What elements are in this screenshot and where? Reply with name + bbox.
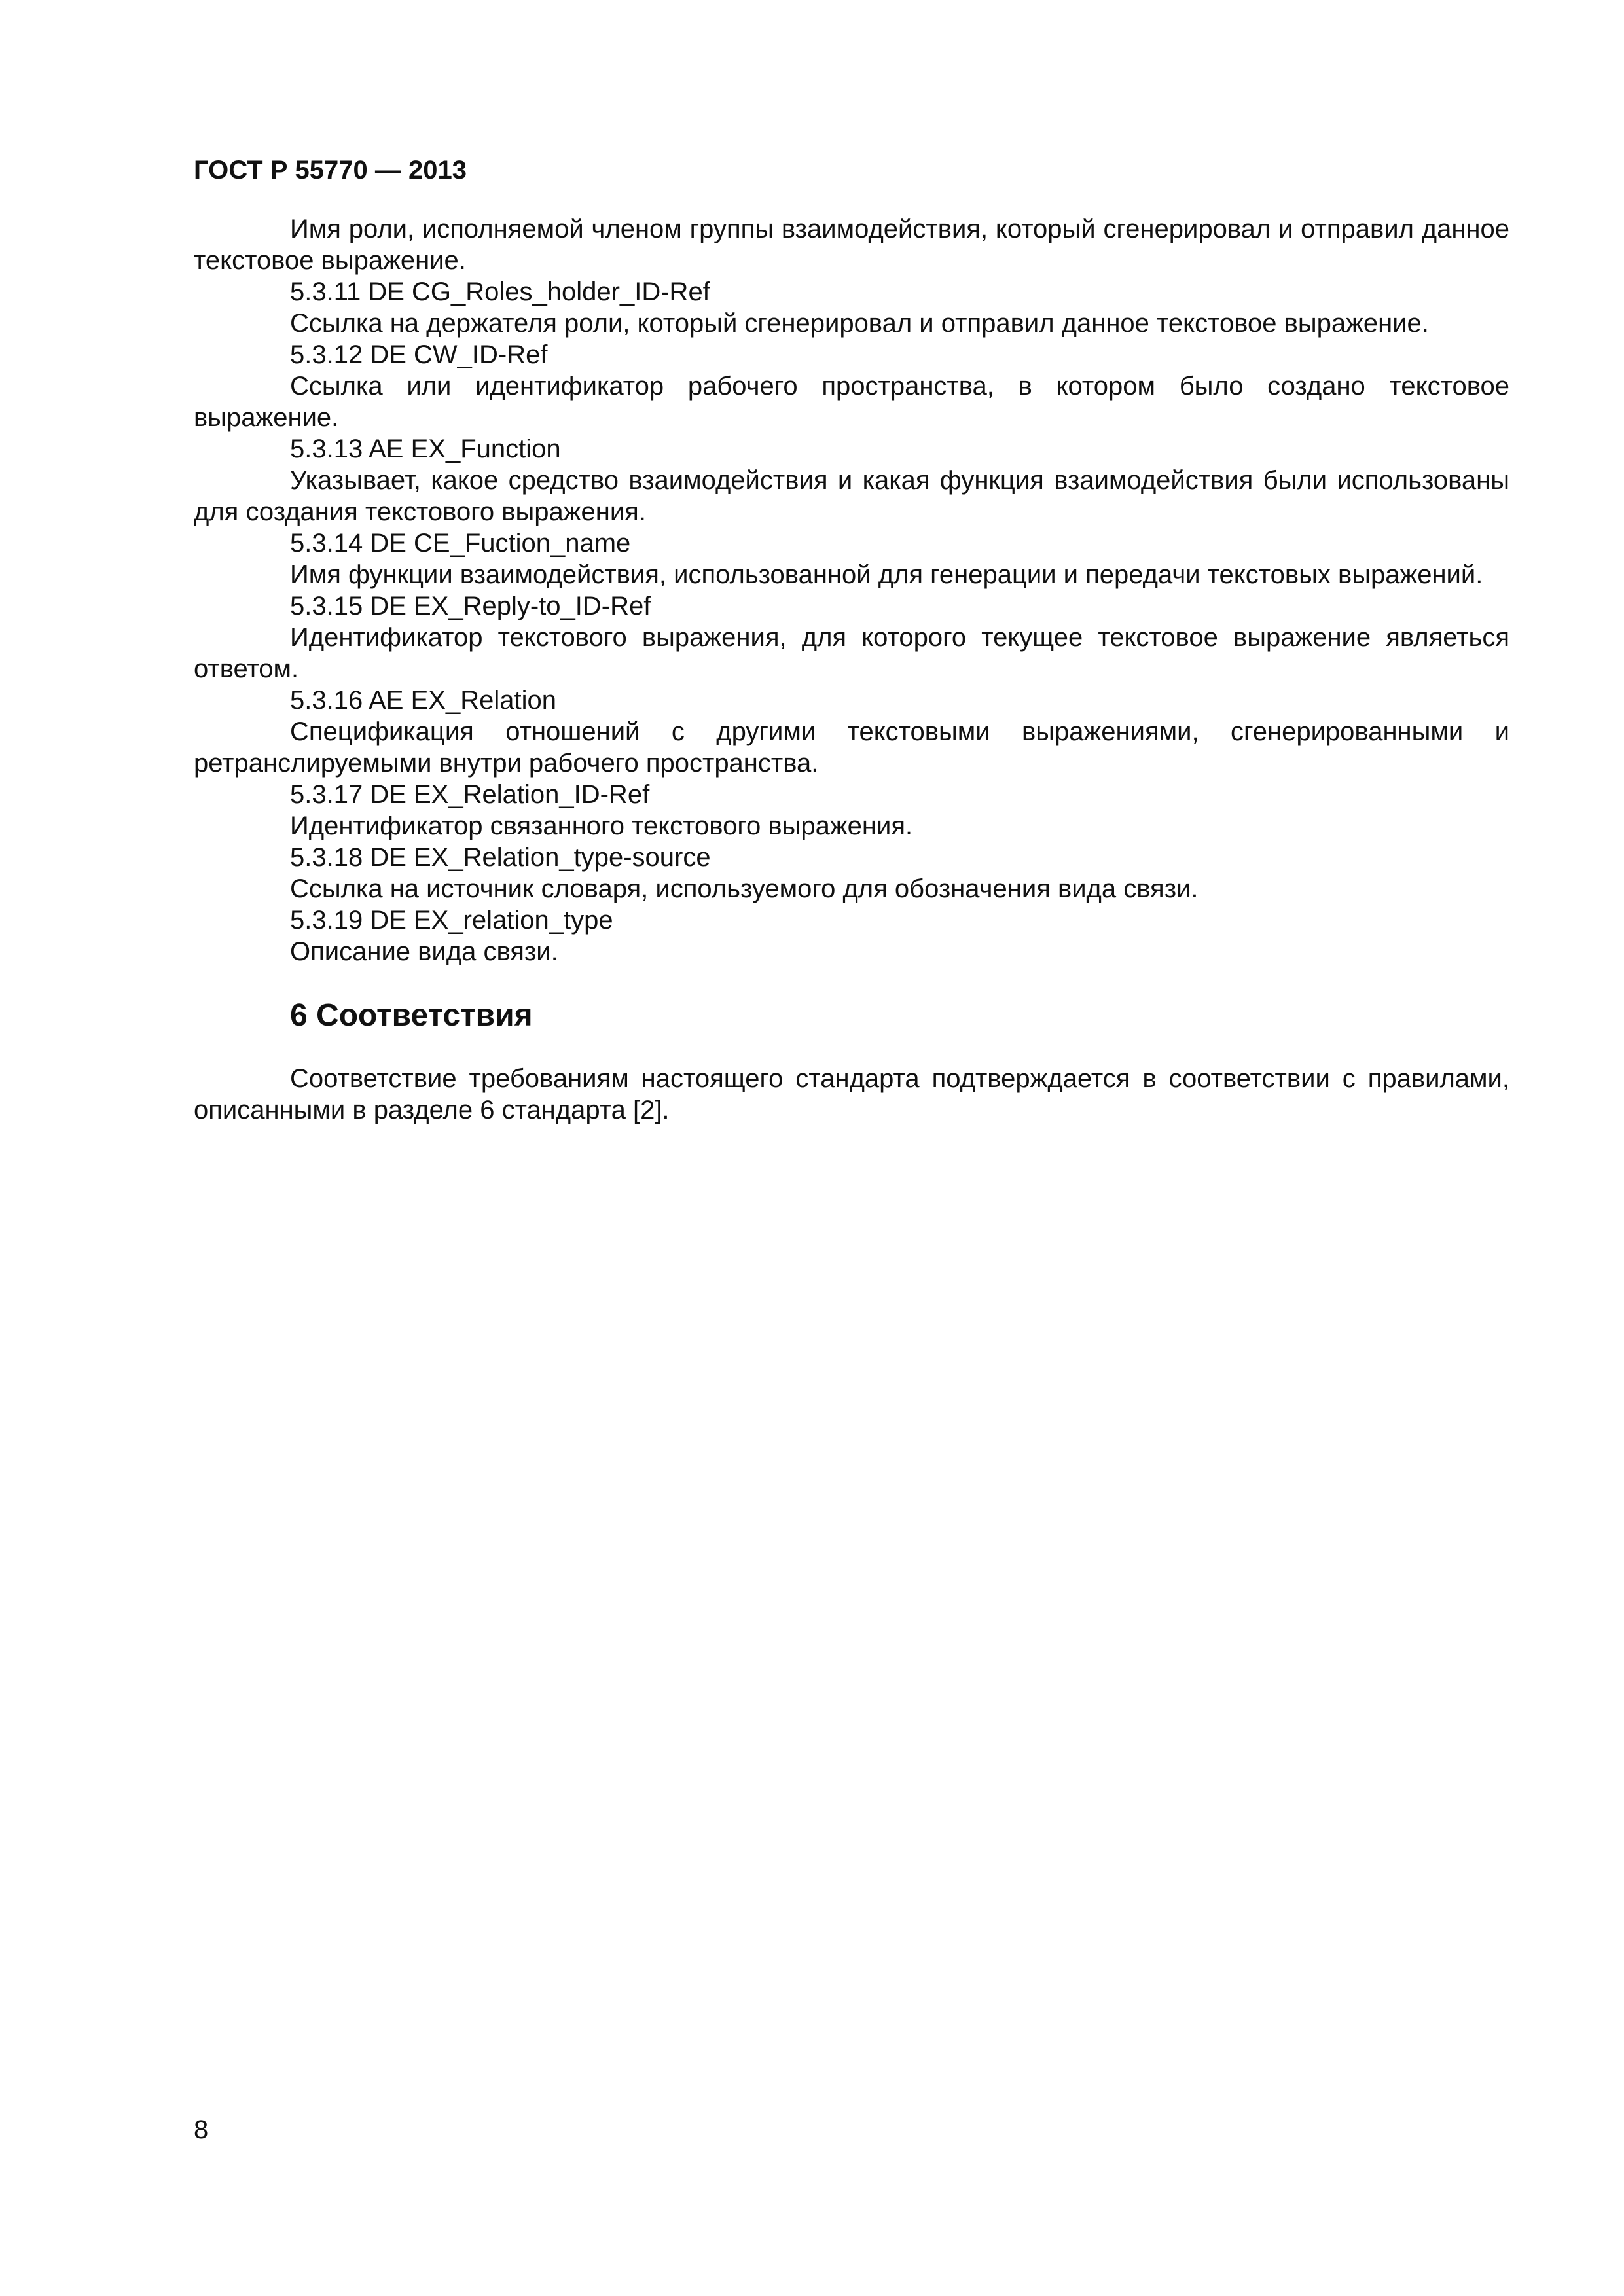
section-6-body: Соответствие требованиям настоящего стандарта подтверждается в соответствии с правилами, описанными в разделе 6 стандарта [2]. [194,1064,1509,1124]
clause-5-3-17-text: Идентификатор связанного текстового выражения. [290,812,913,840]
clause-5-3-16-title: 5.3.16 AE EX_Relation [290,686,556,715]
clause-5-3-16-text: Спецификация отношений с другими текстовыми выражениями, сгенерированными и ретранслируемыми внутри рабочего пространства. [194,717,1509,778]
clause-5-3-11-title: 5.3.11 DE CG_Roles_holder_ID-Ref [290,278,710,306]
clause-5-3-13-title: 5.3.13 AE EX_Function [290,435,561,463]
section-6-heading: 6 Соответствия [290,998,533,1033]
clause-5-3-14-title: 5.3.14 DE CE_Fuction_name [290,529,631,558]
document-body [194,213,1509,1126]
clause-5-3-19-title: 5.3.19 DE EX_relation_type [290,906,613,935]
clause-5-3-14-text: Имя функции взаимодействия, использованной для генерации и передачи текстовых выражений. [290,560,1483,589]
clause-5-3-18-text: Ссылка на источник словаря, используемого для обозначения вида связи. [290,874,1199,903]
clause-5-3-13-text: Указывает, какое средство взаимодействия и какая функция взаимодействия были использованы для создания текстового выражения. [194,466,1509,526]
document-code-header: ГОСТ Р 55770 — 2013 [194,156,467,185]
clause-5-3-19-text: Описание вида связи. [290,937,558,966]
clause-5-3-15-text: Идентификатор текстового выражения, для которого текущее текстовое выражение являеться ответом. [194,623,1509,683]
clause-5-3-11-text: Ссылка на держателя роли, который сгенерировал и отправил данное текстовое выражение. [290,309,1429,338]
clause-5-3-17-title: 5.3.17 DE EX_Relation_ID-Ref [290,780,650,809]
page-number: 8 [194,2115,209,2144]
paragraph-role-name: Имя роли, исполняемой членом группы взаимодействия, который сгенерировал и отправил данное текстовое выражение. [194,215,1509,275]
clause-5-3-15-title: 5.3.15 DE EX_Reply-to_ID-Ref [290,592,651,620]
clause-5-3-12-title: 5.3.12 DE CW_ID-Ref [290,340,548,369]
clause-5-3-18-title: 5.3.18 DE EX_Relation_type-source [290,843,711,872]
clause-5-3-12-text: Ссылка или идентификатор рабочего пространства, в котором было создано текстовое выражение. [194,372,1509,432]
